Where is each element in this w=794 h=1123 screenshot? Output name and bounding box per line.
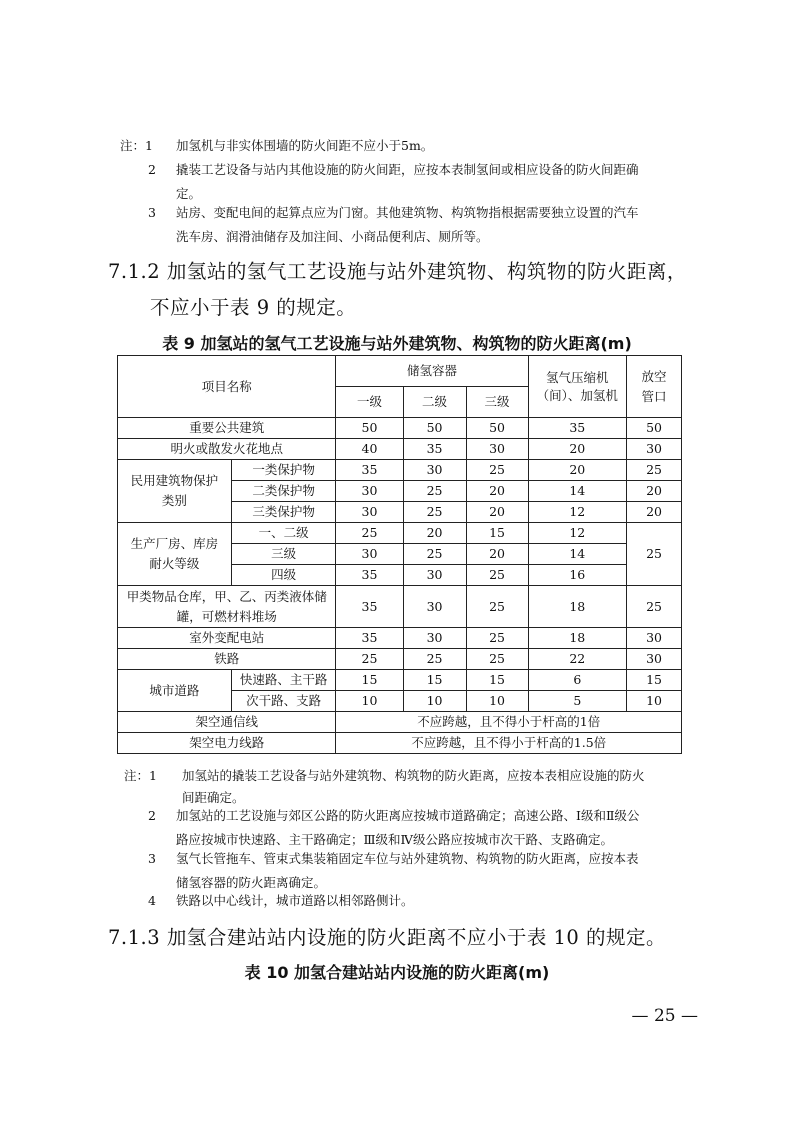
cell: 35 [336,460,403,481]
top-note-1 [120,136,700,155]
cell: 30 [403,586,466,628]
cell: 25 [336,649,403,670]
header-compressor: 氢气压缩机（间）、加氢机 [528,356,627,418]
cell: 20 [627,481,682,502]
sub-name: 三级 [231,544,336,565]
cell: 20 [466,481,528,502]
top-note-2 [148,160,708,203]
span-cell: 不应跨越，且不得小于杆高的1.5倍 [336,733,682,754]
cell: 30 [627,649,682,670]
cell: 30 [336,481,403,502]
cell: 30 [336,502,403,523]
page-number: — 25 — [631,1006,698,1026]
cell: 25 [403,544,466,565]
header-vent: 放空管口 [627,356,682,418]
note-label: 注：1 [124,768,157,783]
header-storage: 储氢容器 [336,356,528,387]
cell: 25 [627,460,682,481]
note-text: 间距确定。 [182,790,245,805]
table-row [118,733,682,754]
note-text: 加氢机与非实体围墙的防火间距不应小于5m。 [176,138,434,153]
top-note-3 [148,203,708,246]
note-label: 2 [148,162,156,177]
sub-name: 快速路、主干路 [231,670,336,691]
table10-caption: 表 10 加氢合建站站内设施的防火距离(m) [244,963,550,982]
table9-note-4 [148,891,708,910]
note-label: 3 [148,851,156,866]
table-row [118,523,682,544]
cell: 25 [403,481,466,502]
cell: 20 [403,523,466,544]
cell: 22 [528,649,627,670]
cell: 50 [403,418,466,439]
cell: 12 [528,502,627,523]
cell: 20 [466,544,528,565]
sub-name: 一类保护物 [231,460,336,481]
cell: 25 [627,586,682,628]
cell: 30 [336,544,403,565]
cell: 40 [336,439,403,460]
clause-7-1-2-cont: 不应小于表 9 的规定。 [150,296,357,319]
cell: 10 [403,691,466,712]
table9-note-2 [148,806,708,849]
cell: 14 [528,481,627,502]
cell: 16 [528,565,627,586]
cell: 12 [528,523,627,544]
header-grade-1: 一级 [336,387,403,418]
cell: 5 [528,691,627,712]
note-text: 铁路以中心线计，城市道路以相邻路侧计。 [176,893,414,908]
row-name: 铁路 [118,649,336,670]
cell: 25 [403,502,466,523]
row-name: 重要公共建筑 [118,418,336,439]
cell: 15 [403,670,466,691]
sub-name: 二类保护物 [231,481,336,502]
sub-name: 三类保护物 [231,502,336,523]
table-row [118,460,682,481]
cell: 10 [627,691,682,712]
header-grade-3: 三级 [466,387,528,418]
cell: 50 [627,418,682,439]
clause-7-1-3: 7.1.3 加氢合建站站内设施的防火距离不应小于表 10 的规定。 [108,926,667,949]
note-text: 路应按城市快速路、主干路确定；Ⅲ级和Ⅳ级公路应按城市次干路、支路确定。 [176,832,614,847]
note-label: 注：1 [120,138,153,153]
cell: 25 [466,649,528,670]
cell: 35 [403,439,466,460]
cell: 15 [466,523,528,544]
note-text: 撬装工艺设备与站内其他设施的防火间距，应按本表制氢间或相应设备的防火间距确 [176,162,639,177]
cell: 35 [528,418,627,439]
note-text: 洗车房、润滑油储存及加注间、小商品便利店、厕所等。 [176,229,489,244]
clause-7-1-2: 7.1.2 加氢站的氢气工艺设施与站外建筑物、构筑物的防火距离， [108,260,687,283]
cell: 35 [336,586,403,628]
span-cell: 不应跨越，且不得小于杆高的1倍 [336,712,682,733]
cell: 25 [336,523,403,544]
cell: 18 [528,586,627,628]
table-row [118,628,682,649]
cell: 25 [627,523,682,586]
table9-note-3 [148,849,708,892]
cell: 30 [627,439,682,460]
cell: 50 [466,418,528,439]
row-name: 架空电力线路 [118,733,336,754]
table9 [117,355,682,754]
row-name: 明火或散发火花地点 [118,439,336,460]
table9-caption: 表 9 加氢站的氢气工艺设施与站外建筑物、构筑物的防火距离(m) [162,334,632,353]
table-row [118,439,682,460]
table-row [118,649,682,670]
group-name: 城市道路 [118,670,232,712]
cell: 15 [336,670,403,691]
row-name: 室外变配电站 [118,628,336,649]
cell: 10 [466,691,528,712]
sub-name: 一、二级 [231,523,336,544]
cell: 20 [466,502,528,523]
cell: 30 [403,628,466,649]
row-name: 架空通信线 [118,712,336,733]
cell: 15 [466,670,528,691]
cell: 20 [627,502,682,523]
table9-note-1 [124,766,704,807]
cell: 30 [627,628,682,649]
row-name: 甲类物品仓库，甲、乙、丙类液体储罐，可燃材料堆场 [118,586,336,628]
cell: 25 [403,649,466,670]
cell: 30 [403,565,466,586]
cell: 35 [336,565,403,586]
cell: 20 [528,460,627,481]
cell: 6 [528,670,627,691]
header-item-name: 项目名称 [118,356,336,418]
note-text: 加氢站的工艺设施与郊区公路的防火距离应按城市道路确定；高速公路、Ⅰ级和Ⅱ级公 [176,808,640,823]
cell: 25 [466,565,528,586]
note-text: 加氢站的撬装工艺设备与站外建筑物、构筑物的防火距离，应按本表相应设施的防火 [182,768,645,783]
cell: 25 [466,460,528,481]
note-label: 3 [148,205,156,220]
cell: 10 [336,691,403,712]
note-text: 储氢容器的防火距离确定。 [176,875,327,890]
cell: 25 [466,586,528,628]
cell: 30 [403,460,466,481]
group-name: 生产厂房、库房耐火等级 [118,523,232,586]
cell: 14 [528,544,627,565]
sub-name: 四级 [231,565,336,586]
table-row [118,418,682,439]
table-row [118,712,682,733]
note-label: 4 [148,893,156,908]
cell: 20 [528,439,627,460]
note-label: 2 [148,808,156,823]
table-row [118,670,682,691]
cell: 35 [336,628,403,649]
cell: 18 [528,628,627,649]
group-name: 民用建筑物保护类别 [118,460,232,523]
note-text: 定。 [176,186,202,201]
note-text: 站房、变配电间的起算点应为门窗。其他建筑物、构筑物指根据需要独立设置的汽车 [176,205,639,220]
note-text: 氢气长管拖车、管束式集装箱固定车位与站外建筑物、构筑物的防火距离，应按本表 [176,851,639,866]
cell: 30 [466,439,528,460]
table-row [118,586,682,628]
cell: 50 [336,418,403,439]
header-grade-2: 二级 [403,387,466,418]
cell: 15 [627,670,682,691]
cell: 25 [466,628,528,649]
sub-name: 次干路、支路 [231,691,336,712]
